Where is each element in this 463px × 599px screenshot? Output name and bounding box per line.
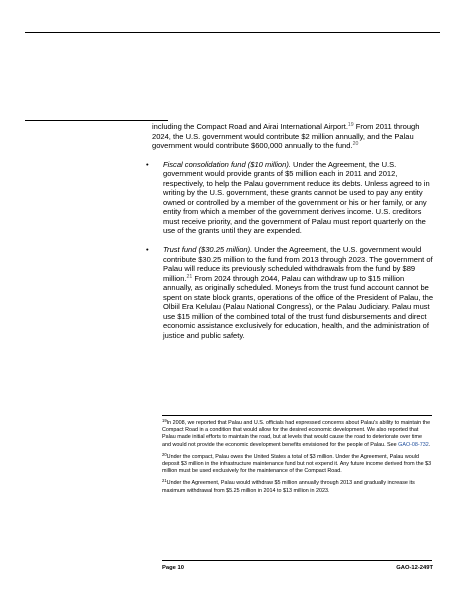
footnote-ref-19[interactable]: 19 [347,122,354,128]
footnote-number: 19 [162,418,167,423]
bullet-title: Trust fund ($30.25 million). [163,245,253,255]
bullet-trust-fund [146,245,434,340]
footnote-number: 20 [162,451,167,457]
footnote-text: In 2008, we reported that Palau and U.S. officials had expressed concerns about Palau's ability to maintain the Compact Road in a condition that would allow for the desired economic development. We also reported that Palau made initial efforts to maintain the road, but at levels that would cause the road to deteriorate over time and would not provide the economic development benefits envisioned for the people of Palau. See [162,420,431,448]
bullet-fiscal-consolidation-fund [146,159,434,236]
page-number: Page 10 [162,565,184,571]
continuation-text: including the Compact Road and Airai International Airport. [152,122,348,131]
footnote-rule [162,415,432,416]
footnote-number: 21 [162,478,167,484]
footnote-20 [162,451,432,476]
bullet-title: Fiscal consolidation fund ($10 million). [163,159,291,169]
bullet-text-2: From 2024 through 2044, Palau can withdraw up to $15 million annually, as originally scheduled. Moneys from the trust fund account cannot be spent on state block grants, operations of the office of the President of Palau, the Olbiil Era Kelulau (Palau National Congress), or the Palau Judiciary. Palau must use $15 million of the combined total of the trust fund disbursements and direct economic assistance exclusively for education, health, and the administration of justice and public safety. [163,273,434,340]
footnote-end: . [428,441,431,448]
footnotes [162,420,432,500]
bullet-marker: • [146,159,149,169]
continuation-text-2: From 2011 through 2024, the U.S. government would contribute $2 million annually, and the Palau government would contribute $600,000 annually to the fund. [152,122,420,151]
bullet-marker: • [146,245,149,255]
footnote-21 [162,480,432,494]
footnote-ref-20[interactable]: 20 [352,141,359,148]
report-number: GAO-12-249T [396,565,433,571]
footer-rule [162,560,432,561]
margin-rule [25,120,168,121]
footnote-text: Under the Agreement, Palau would withdraw $5 million annually through 2013 and gradually increase its maximum withdrawal from $5.25 million in 2014 to $13 million in 2023. [162,480,415,494]
continuation-paragraph [152,122,434,151]
main-text [146,122,434,340]
footnote-text: Under the compact, Palau owes the United States a total of $3 million. Under the Agreement, Palau would deposit $3 million in the infrastructure maintenance fund but not expend it. Any future income derived from the $3 million must be used exclusively for the maintenance of the Compact Road. [162,453,432,475]
bullet-text: Under the Agreement, the U.S. government would provide grants of $5 million each in 2011 and 2012, respectively, to help the Palau government reduce its debts. Unless agreed to in writing by the U.S. government, these grants cannot be used to pay any entity owned or controlled by a member of the government or his or her family, or any entity from which a member of the government derives income. U.S. creditors must receive priority, and the government of Palau must report quarterly on the use of the grants until they are expended. [163,159,430,236]
header-rule [25,32,440,33]
report-link[interactable]: GAO-08-732 [398,441,429,448]
footnote-ref-21[interactable]: 21 [186,273,193,280]
footnote-19 [162,420,432,449]
bullet-text: Under the Agreement, the U.S. government would contribute $30.25 million to the fund from 2013 through 2023. The government of Palau will reduce its previously scheduled withdrawals from the fund by $89 million. [163,245,433,283]
